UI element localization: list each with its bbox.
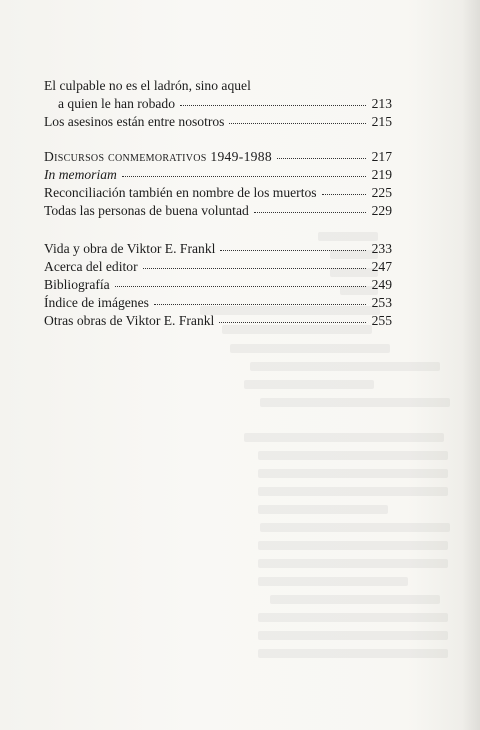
leader-dots (122, 176, 366, 177)
toc-entry-title: Índice de imágenes (44, 295, 149, 310)
toc-entry-title: Otras obras de Viktor E. Frankl (44, 313, 215, 328)
toc-entry[interactable] (44, 95, 392, 113)
toc-page-number: 219 (371, 167, 392, 182)
leader-dots (154, 304, 366, 305)
toc-entry[interactable] (44, 294, 392, 312)
leader-dots (220, 250, 366, 251)
toc-page-number: 253 (371, 295, 392, 310)
toc-entry[interactable] (44, 202, 392, 220)
leader-dots (277, 158, 366, 159)
leader-dots (322, 194, 366, 195)
toc-page-number: 255 (371, 313, 392, 328)
toc-page-number: 217 (371, 149, 392, 164)
toc-entry-title: a quien le han robado (58, 96, 176, 111)
table-of-contents (44, 77, 392, 330)
leader-dots (254, 212, 366, 213)
leader-dots (115, 286, 366, 287)
toc-entry[interactable] (44, 258, 392, 276)
toc-entry-title: Discursos conmemorativos 1949-1988 (44, 149, 272, 164)
toc-section-heading[interactable] (44, 148, 392, 166)
toc-entry-title: In memoriam (44, 167, 117, 182)
toc-page-number: 247 (371, 259, 392, 274)
leader-dots (143, 268, 366, 269)
toc-entry[interactable] (44, 184, 392, 202)
toc-page-number: 215 (371, 114, 392, 129)
page-gutter-shadow (462, 0, 480, 730)
toc-entry-title: Todas las personas de buena voluntad (44, 203, 249, 218)
toc-entry-title: El culpable no es el ladrón, sino aquel (44, 78, 251, 93)
toc-entry[interactable] (44, 240, 392, 258)
toc-entry-title: Los asesinos están entre nosotros (44, 114, 225, 129)
leader-dots (229, 123, 366, 124)
toc-page-number: 249 (371, 277, 392, 292)
leader-dots (219, 322, 366, 323)
toc-entry[interactable] (44, 166, 392, 184)
toc-entry[interactable] (44, 276, 392, 294)
leader-dots (180, 105, 366, 106)
toc-page-number: 225 (371, 185, 392, 200)
toc-entry[interactable] (44, 312, 392, 330)
toc-entry-title: Bibliografía (44, 277, 110, 292)
toc-entry[interactable] (44, 113, 392, 131)
toc-entry-title: Acerca del editor (44, 259, 138, 274)
toc-entry-title: Reconciliación también en nombre de los muertos (44, 185, 317, 200)
toc-page-number: 229 (371, 203, 392, 218)
toc-entry-title-line (44, 77, 392, 95)
toc-entry-title: Vida y obra de Viktor E. Frankl (44, 241, 216, 256)
toc-page-number: 213 (371, 96, 392, 111)
toc-page-number: 233 (371, 241, 392, 256)
